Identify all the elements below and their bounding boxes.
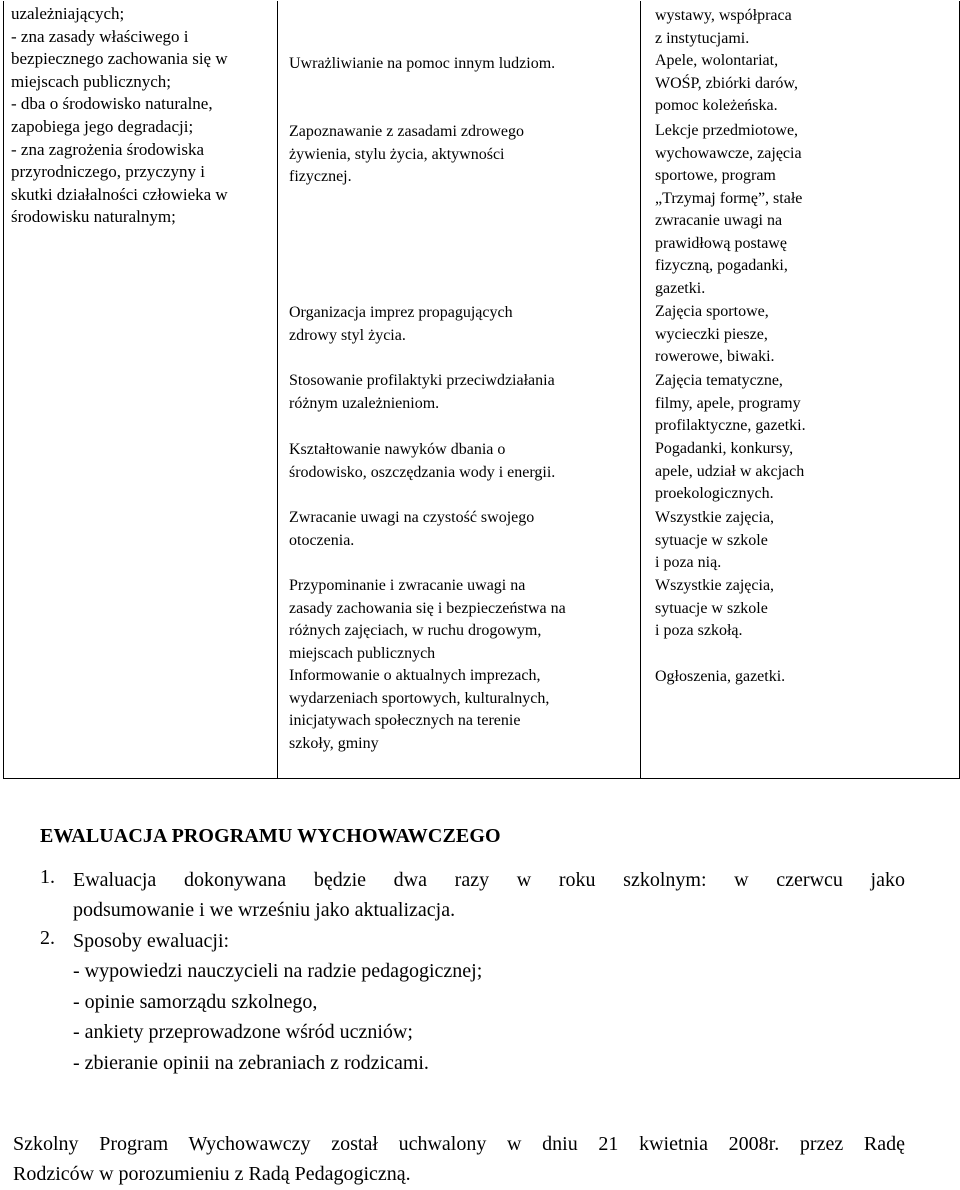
task-line: Zapoznawanie z zasadami zdrowego (289, 123, 524, 140)
task-block (289, 370, 634, 415)
evaluation-method: - zbieranie opinii na zebraniach z rodzicami. (73, 1052, 429, 1074)
form-line: proekologicznych. (655, 485, 774, 502)
form-block (655, 301, 955, 369)
evaluation-item-2-line-1: Sposoby ewaluacji: (73, 930, 230, 952)
evaluation-method: - ankiety przeprowadzone wśród uczniów; (73, 1021, 413, 1043)
form-line: prawidłową postawę (655, 234, 787, 252)
form-line: i poza szkołą. (655, 622, 743, 639)
goal-line: - zna zasady właściwego i (11, 26, 189, 46)
goal-line: środowisku naturalnym; (11, 207, 176, 227)
form-line: Lekcje przedmiotowe, (655, 122, 799, 139)
evaluation-item-1-line-2: podsumowanie i we wrześniu jako aktualizacja. (73, 899, 456, 921)
form-line: WOŚP, zbiórki darów, (655, 74, 798, 92)
form-line: Ogłoszenia, gazetki. (655, 668, 786, 685)
form-block (655, 5, 955, 118)
form-line: profilaktyczne, gazetki. (655, 417, 806, 434)
form-block (655, 575, 955, 643)
approval-note (13, 1129, 905, 1189)
goal-line: skutki działalności człowieka w (11, 184, 228, 204)
form-line: „Trzymaj formę”, stałe (655, 189, 803, 207)
table-divider-1 (277, 1, 278, 779)
approval-line-2: Rodziców w porozumieniu z Radą Pedagogiczną. (13, 1163, 411, 1185)
form-block (655, 666, 955, 689)
form-line: rowerowe, biwaki. (655, 348, 775, 365)
task-line: żywienia, stylu życia, aktywności (289, 145, 505, 163)
form-line: gazetki. (655, 279, 706, 297)
task-line: różnym uzależnieniom. (289, 394, 440, 412)
table-border-bottom (3, 778, 960, 779)
evaluation-method: - opinie samorządu szkolnego, (73, 991, 318, 1013)
form-block (655, 370, 955, 438)
form-line: fizyczną, pogadanki, (655, 257, 788, 274)
form-line: wychowawcze, zajęcia (655, 144, 802, 162)
form-line: z instytucjami. (655, 29, 750, 47)
task-line: miejscach publicznych (289, 644, 436, 662)
form-line: Wszystkie zajęcia, (655, 577, 775, 594)
form-line: wystawy, współpraca (655, 7, 792, 24)
goal-line: uzależniających; (11, 4, 125, 23)
task-line: zdrowy styl życia. (289, 326, 406, 344)
form-line: pomoc koleżeńska. (655, 97, 778, 114)
task-line: zasady zachowania się i bezpieczeństwa na (289, 599, 566, 617)
form-line: sportowe, program (655, 167, 776, 184)
evaluation-method: - wypowiedzi nauczycieli na radzie pedagogicznej; (73, 960, 483, 982)
task-block (289, 53, 634, 76)
task-line: Kształtowanie nawyków dbania o (289, 441, 506, 458)
task-block (289, 575, 634, 755)
goal-line: miejscach publicznych; (11, 71, 172, 91)
task-line: środowisko, oszczędzania wody i energii. (289, 463, 556, 481)
form-line: sytuacje w szkole (655, 599, 768, 617)
form-line: Zajęcia sportowe, (655, 303, 769, 320)
evaluation-item-1-line-1: Ewaluacja dokonywana będzie dwa razy w roku szkolnym: w czerwcu jako (73, 869, 905, 891)
task-block (289, 302, 634, 347)
task-block (289, 439, 634, 484)
task-line: inicjatywach społecznych na terenie (289, 712, 521, 729)
form-block (655, 438, 955, 506)
form-line: Pogadanki, konkursy, (655, 440, 794, 457)
task-line: szkoły, gminy (289, 734, 379, 752)
task-line: Stosowanie profilaktyki przeciwdziałania (289, 372, 555, 389)
task-line: Przypominanie i zwracanie uwagi na (289, 577, 526, 594)
table-border-left (3, 1, 4, 779)
form-line: Apele, wolontariat, (655, 52, 779, 69)
form-line: filmy, apele, programy (655, 394, 801, 412)
form-line: sytuacje w szkole (655, 531, 768, 549)
task-block (289, 121, 634, 189)
task-line: otoczenia. (289, 531, 355, 549)
goal-line: - dba o środowisko naturalne, (11, 94, 213, 114)
evaluation-heading: EWALUACJA PROGRAMU WYCHOWAWCZEGO (40, 825, 501, 847)
task-line: fizycznej. (289, 168, 352, 185)
task-line: Informowanie o aktualnych imprezach, (289, 667, 541, 684)
form-block (655, 507, 955, 575)
task-line: wydarzeniach sportowych, kulturalnych, (289, 689, 550, 707)
task-line: Zwracanie uwagi na czystość swojego (289, 509, 535, 526)
approval-line-1: Szkolny Program Wychowawczy został uchwalony w dniu 21 kwietnia 2008r. przez Radę (13, 1133, 905, 1155)
form-line: wycieczki piesze, (655, 325, 768, 343)
goal-line: przyrodniczego, przyczyny i (11, 162, 205, 182)
form-line: Wszystkie zajęcia, (655, 509, 775, 526)
table-divider-2 (640, 1, 641, 779)
task-line: Organizacja imprez propagujących (289, 304, 513, 321)
task-block (289, 507, 634, 552)
goals-column (11, 3, 273, 229)
program-table (3, 1, 960, 779)
goal-line: - zna zagrożenia środowiska (11, 139, 205, 159)
form-line: i poza nią. (655, 554, 722, 571)
goal-line: bezpiecznego zachowania się w (11, 49, 228, 69)
list-number: 1. (40, 866, 55, 888)
form-line: Zajęcia tematyczne, (655, 372, 783, 389)
task-line: różnych zajęciach, w ruchu drogowym, (289, 622, 542, 639)
goal-line: zapobiega jego degradacji; (11, 116, 194, 136)
form-block (655, 120, 955, 300)
list-number: 2. (40, 927, 55, 949)
task-line: Uwrażliwianie na pomoc innym ludziom. (289, 55, 556, 72)
form-line: zwracanie uwagi na (655, 212, 783, 229)
form-line: apele, udział w akcjach (655, 462, 805, 480)
